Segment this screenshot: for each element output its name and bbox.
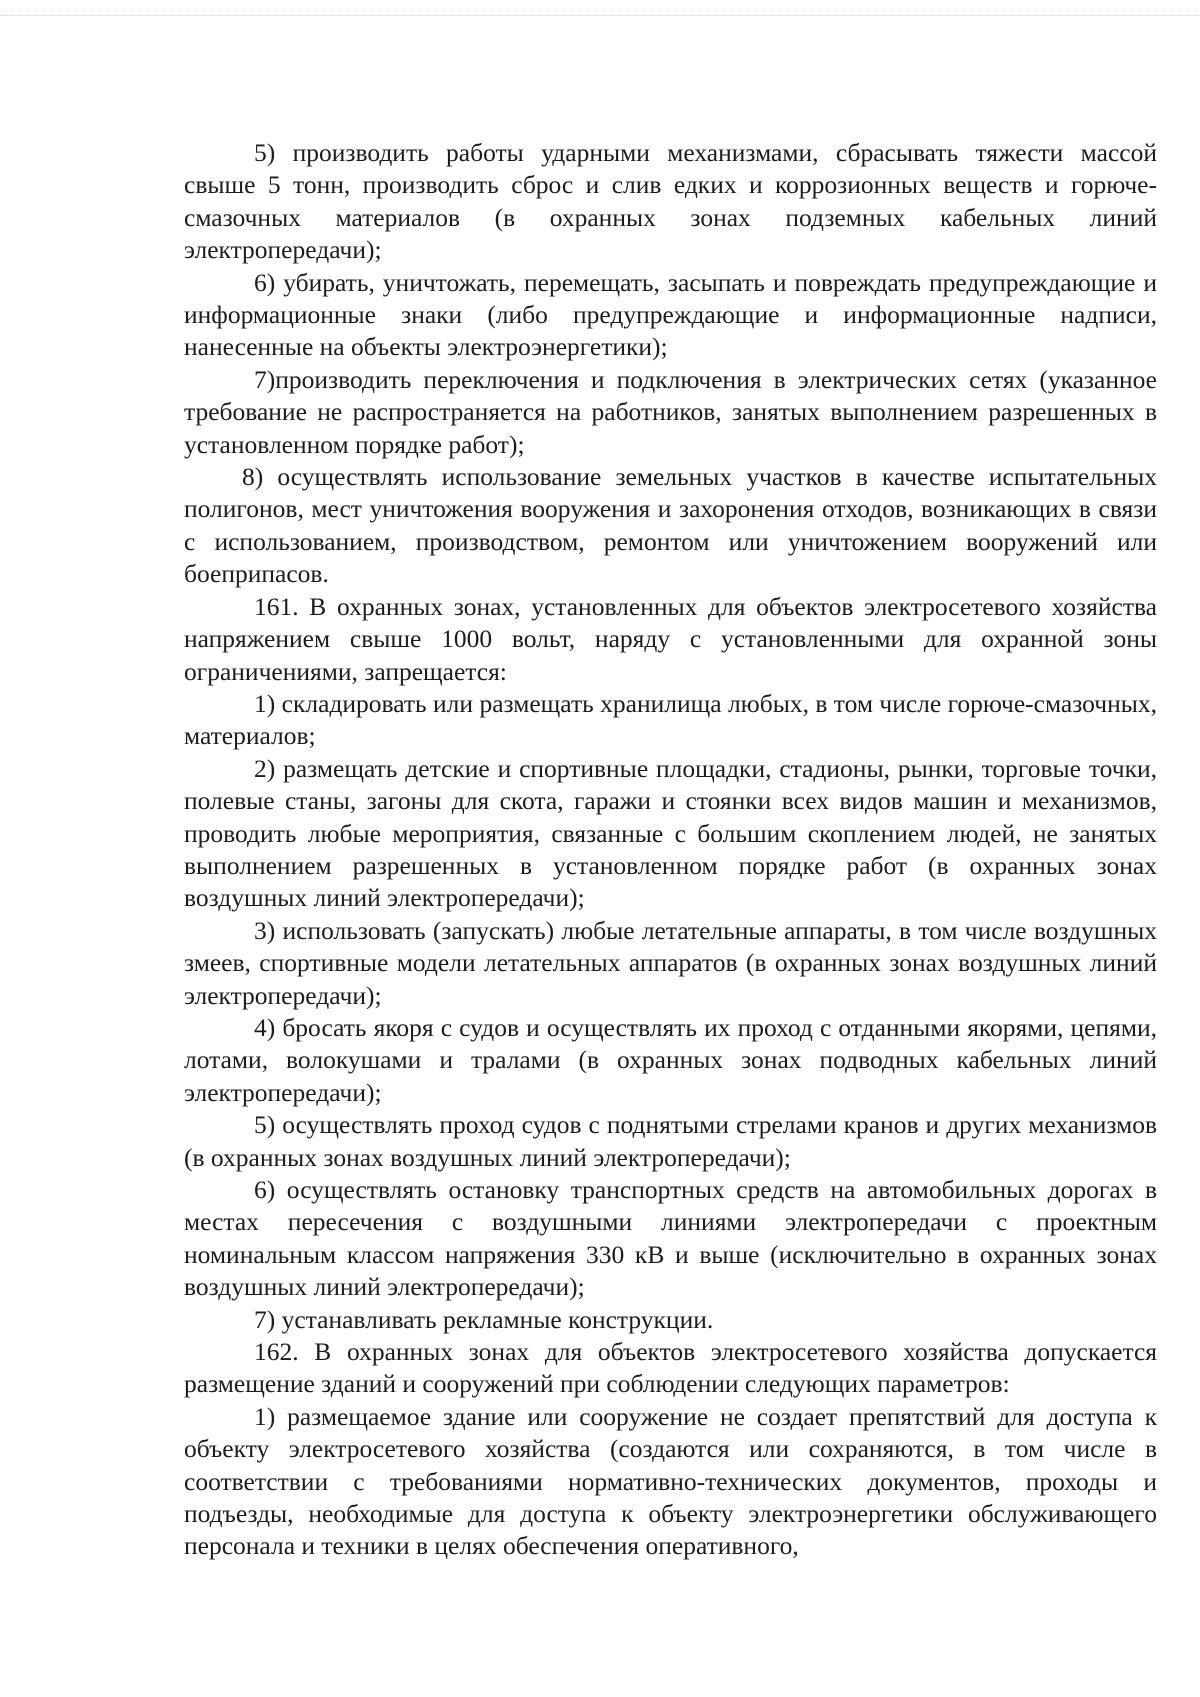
paragraph-item-7: 7)производить переключения и подключения в электрических сетях (указанное требование не распространяется на работников, занятых выполнением разрешенных в установленном порядке работ); bbox=[184, 364, 1157, 459]
paragraph-item-5: 5) производить работы ударными механизмами, сбрасывать тяжести массой свыше 5 тонн, производить сброс и слив едких и коррозионных веществ и горюче-смазочных материалов (в охранных зонах подземных кабельных линий электропередачи); bbox=[184, 138, 1157, 265]
paragraph-161-item-2: 2) размещать детские и спортивные площадки, стадионы, рынки, торговые точки, полевые станы, загоны для скота, гаражи и стоянки всех видов машин и механизмов, проводить любые мероприятия, связанные с большим скоплением людей, не занятых выполнением разрешенных в установленном порядке работ (в охранных зонах воздушных линий электропередачи); bbox=[184, 753, 1157, 913]
paragraph-161-item-1: 1) складировать или размещать хранилища любых, в том числе горюче-смазочных, материалов; bbox=[184, 688, 1157, 751]
paragraph-162-item-1: 1) размещаемое здание или сооружение не создает препятствий для доступа к объекту электросетевого хозяйства (создаются или сохраняются, в том числе в соответствии с требованиями нормативно-технических документов, проходы и подъезды, необходимые для доступа к объекту электроэнергетики обслуживающего персонала и техники в целях обеспечения оперативного, bbox=[184, 1401, 1157, 1561]
paragraph-161-item-3: 3) использовать (запускать) любые летательные аппараты, в том числе воздушных змеев, спортивные модели летательных аппаратов (в охранных зонах воздушных линий электропередачи); bbox=[184, 915, 1157, 1010]
paragraph-item-6: 6) убирать, уничтожать, перемещать, засыпать и повреждать предупреждающие и информационные знаки (либо предупреждающие и информационные надписи, нанесенные на объекты электроэнергетики); bbox=[184, 267, 1157, 362]
document-page bbox=[184, 137, 1157, 1563]
paragraph-161-item-6: 6) осуществлять остановку транспортных средств на автомобильных дорогах в местах пересечения с воздушными линиями электропередачи с проектным номинальным классом напряжения 330 кВ и выше (исключительно в охранных зонах воздушных линий электропередачи); bbox=[184, 1175, 1157, 1302]
paragraph-item-8: 8) осуществлять использование земельных участков в качестве испытательных полигонов, мест уничтожения вооружения и захоронения отходов, возникающих в связи с использованием, производством, ремонтом или уничтожением вооружений или боеприпасов. bbox=[184, 462, 1157, 589]
paragraph-161-item-5: 5) осуществлять проход судов с поднятыми стрелами кранов и других механизмов (в охранных зонах воздушных линий электропередачи); bbox=[184, 1110, 1157, 1172]
paragraph-161-item-4: 4) бросать якоря с судов и осуществлять их проход с отданными якорями, цепями, лотами, волокушами и тралами (в охранных зонах подводных кабельных линий электропередачи); bbox=[184, 1012, 1157, 1107]
paragraph-161-item-7: 7) устанавливать рекламные конструкции. bbox=[254, 1304, 714, 1334]
paragraph-clause-161: 161. В охранных зонах, установленных для объектов электросетевого хозяйства напряжением свыше 1000 вольт, наряду с установленными для охранной зоны ограничениями, запрещается: bbox=[184, 591, 1157, 686]
paragraph-clause-162: 162. В охранных зонах для объектов электросетевого хозяйства допускается размещение зданий и сооружений при соблюдении следующих параметров: bbox=[184, 1337, 1157, 1399]
page-top-edge bbox=[0, 0, 1200, 16]
